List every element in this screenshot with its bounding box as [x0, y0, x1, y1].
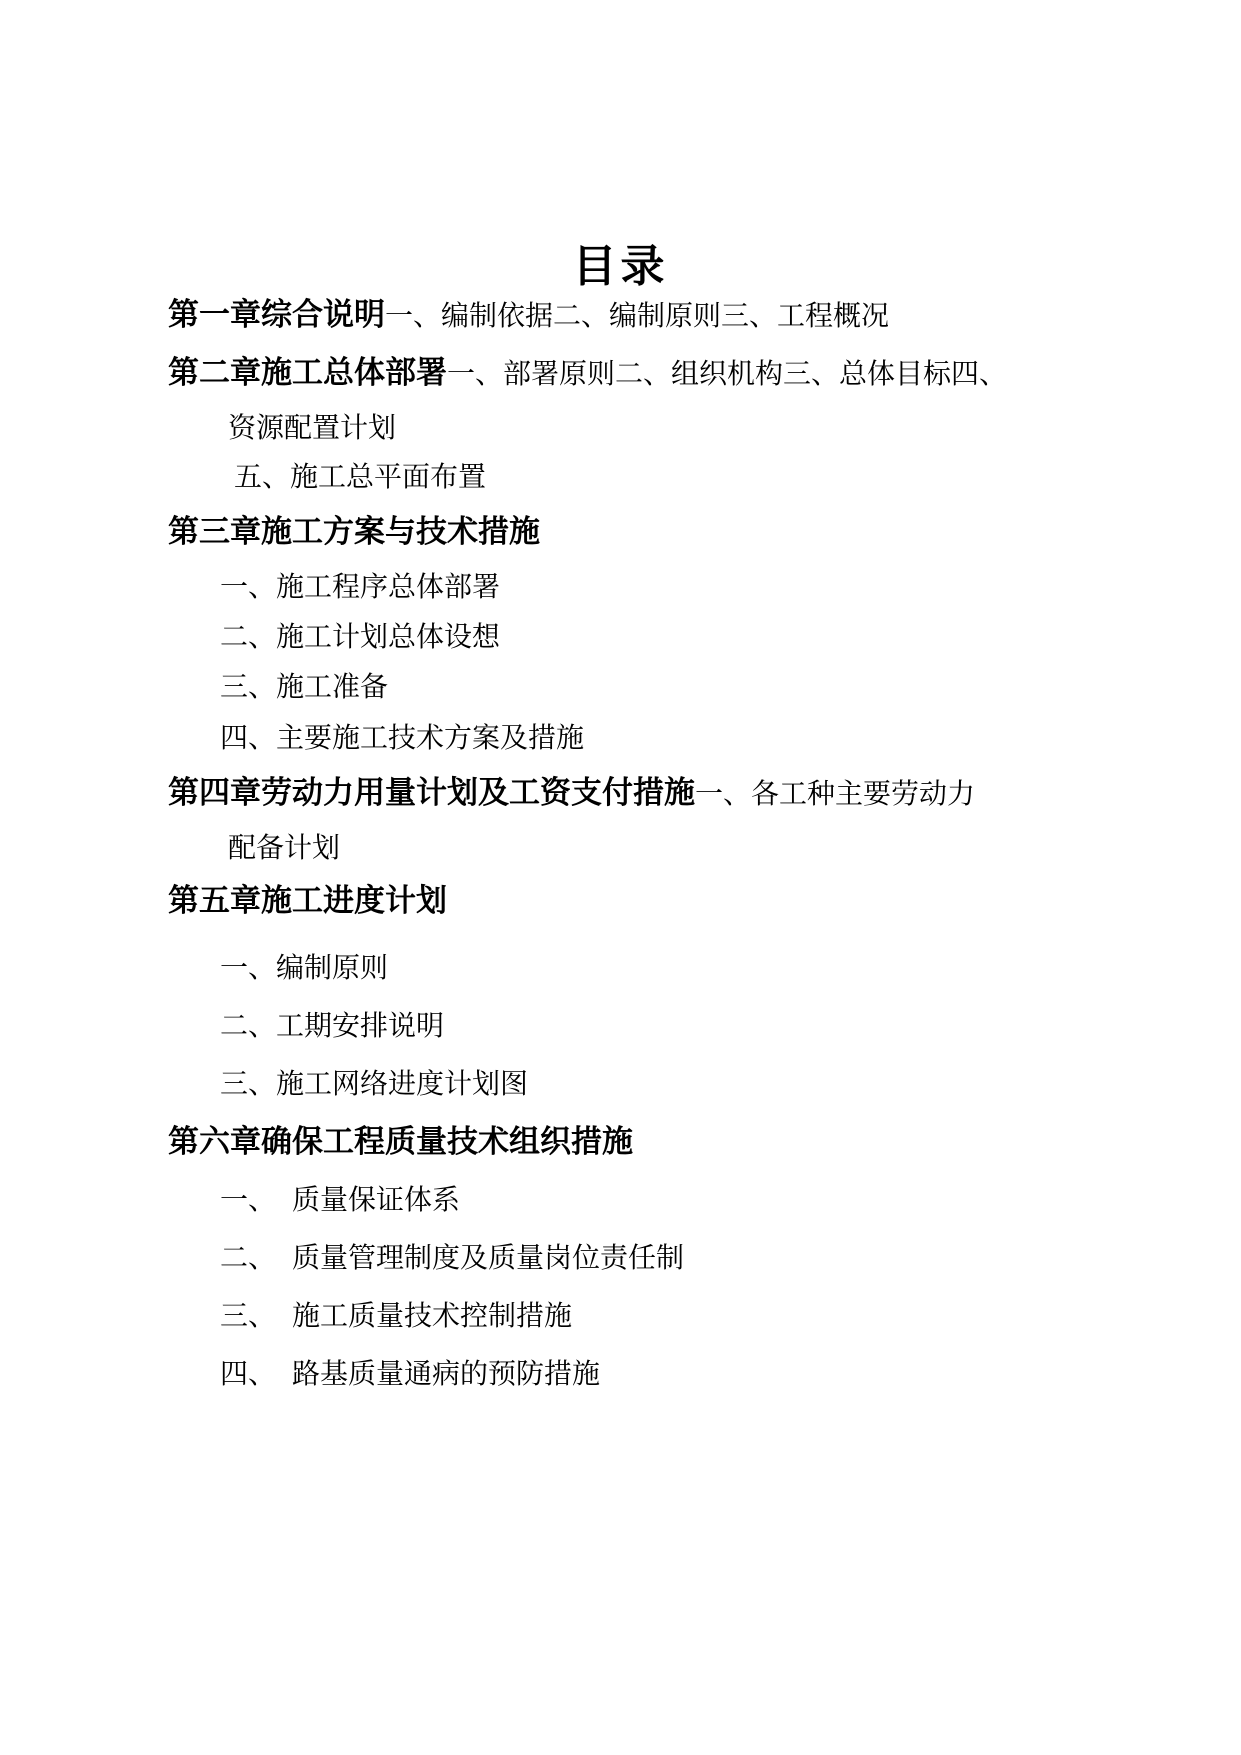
toc-item: 三、施工准备 — [220, 670, 389, 703]
chapter-heading: 第四章劳动力用量计划及工资支付措施 — [168, 775, 695, 811]
chapter-inline-items: 一、编制依据二、编制原则三、工程概况 — [385, 299, 890, 332]
toc-chapter-1 — [168, 295, 889, 336]
item-text: 施工质量技术控制措施 — [292, 1299, 573, 1332]
item-number: 四、 — [220, 1357, 277, 1390]
page-title: 目录 — [572, 241, 669, 292]
toc-item: 一、施工程序总体部署 — [220, 570, 501, 603]
item-text: 质量管理制度及质量岗位责任制 — [292, 1241, 685, 1274]
chapter-heading: 第二章施工总体部署 — [168, 355, 447, 391]
toc-item — [220, 1354, 600, 1394]
toc-continuation: 配备计划 — [228, 831, 341, 864]
item-number: 三、 — [220, 1299, 277, 1332]
toc-item: 三、施工网络进度计划图 — [220, 1067, 529, 1100]
item-text: 路基质量通病的预防措施 — [292, 1357, 601, 1390]
toc-chapter-3-heading: 第三章施工方案与技术措施 — [168, 514, 540, 550]
toc-chapter-6-heading: 第六章确保工程质量技术组织措施 — [168, 1124, 633, 1160]
toc-chapter-4 — [168, 773, 975, 814]
toc-item — [220, 1296, 572, 1336]
toc-item: 一、编制原则 — [220, 951, 389, 984]
toc-continuation: 资源配置计划 — [228, 411, 397, 444]
toc-item: 四、主要施工技术方案及措施 — [220, 721, 585, 754]
chapter-inline-items: 一、各工种主要劳动力 — [695, 777, 976, 810]
toc-item — [220, 1180, 460, 1220]
toc-item — [220, 1238, 684, 1278]
chapter-inline-items: 一、部署原则二、组织机构三、总体目标四、 — [447, 357, 1008, 390]
toc-chapter-2 — [168, 353, 1007, 394]
item-number: 一、 — [220, 1183, 277, 1216]
toc-item: 二、工期安排说明 — [220, 1009, 445, 1042]
toc-chapter-5-heading: 第五章施工进度计划 — [168, 883, 447, 919]
item-text: 质量保证体系 — [292, 1183, 461, 1216]
toc-item: 二、施工计划总体设想 — [220, 620, 501, 653]
toc-item: 五、施工总平面布置 — [234, 460, 487, 493]
chapter-heading: 第一章综合说明 — [168, 297, 385, 333]
item-number: 二、 — [220, 1241, 277, 1274]
